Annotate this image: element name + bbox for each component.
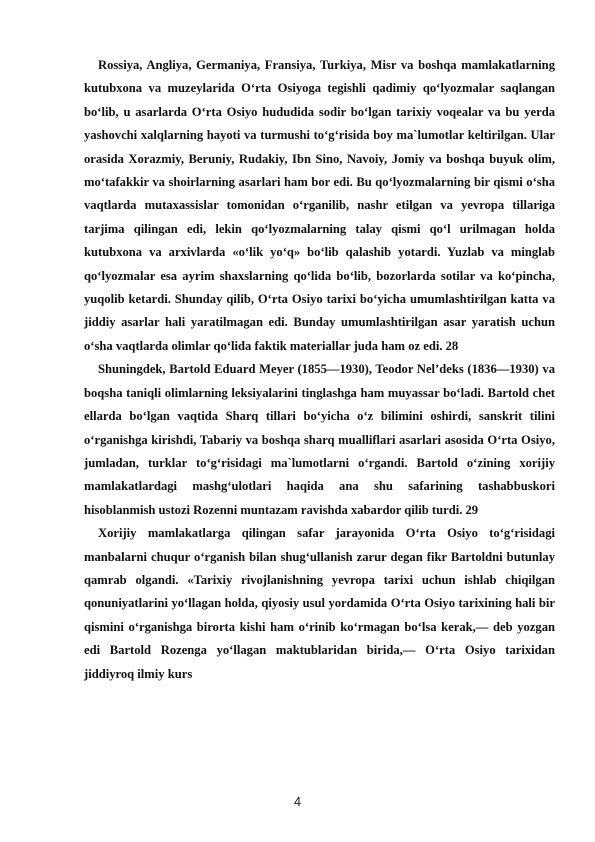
paragraph-1: Rossiya, Angliya, Germaniya, Fransiya, Turkiya, Misr va boshqa mamlakatlarning kutubxona va muzeylarida O‘rta Osiyoga tegishli qadimiy qo‘lyozmalar saqlangan bo‘lib, u asarlarda O‘rta Osiyo hududida sodir bo‘lgan tarixiy voqealar va bu yerda yashovchi xalqlarning hayoti va turmushi to‘g‘risida boy ma`lumotlar keltirilgan. Ular orasida Xorazmiy, Beruniy, Rudakiy, Ibn Sino, Navoiy, Jomiy va boshqa buyuk olim, mo‘tafakkir va shoirlarning asarlari ham bor edi. Bu qo‘lyozmalarning bir qismi o‘sha vaqtlarda mutaxassislar tomonidan o‘rganilib, nashr etilgan va yevropa tillariga tarjima qilingan edi, lekin qo‘lyozmalarning talay qismi qo‘l urilmagan holda kutubxona va arxivlarda «o‘lik yo‘q» bo‘lib qalashib yotardi. Yuzlab va minglab qo‘lyozmalar esa ayrim shaxslarning qo‘lida bo‘lib, bozorlarda sotilar va ko‘pincha, yuqolib ketardi. Shunday qilib, O‘rta Osiyo tarixi bo‘yicha umumlashtirilgan katta va jiddiy asarlar hali yaratilmagan edi. Bunday umumlashtirilgan asar yaratish uchun o‘sha vaqtlarda olimlar qo‘lida faktik materiallar juda ham oz edi. 28 bbox=[84, 58, 555, 353]
body-text bbox=[84, 54, 555, 686]
paragraph-2: Shuningdek, Bartold Eduard Meyer (1855—1930), Teodor Nel’deks (1836—1930) va boqsha taniqli olimlarning leksiyalarini tinglashga ham muyassar bo‘ladi. Bartold chet ellarda bo‘lgan vaqtida Sharq tillari bo‘yicha o‘z bilimini oshirdi, sanskrit tilini o‘rganishga kirishdi, Tabariy va boshqa sharq mualliflari asarlari asosida O‘rta Osiyo, jumladan, turklar to‘g‘risidagi ma`lumotlarni o‘rgandi. Bartold o‘zining xorijiy mamlakatlardagi mashg‘ulotlari haqida ana shu safarining tashabbuskori hisoblanmish ustozi Rozenni muntazam ravishda xabardor qilib turdi. 29 bbox=[84, 362, 555, 517]
page-number: 4 bbox=[293, 794, 302, 809]
paragraph-3: Xorijiy mamlakatlarga qilingan safar jarayonida O‘rta Osiyo to‘g‘risidagi manbalarni chuqur o‘rganish bilan shug‘ullanish zarur degan fikr Bartoldni butunlay qamrab olgandi. «Tarixiy rivojlanishning yevropa tarixi uchun ishlab chiqilgan qonuniyatlarini yo‘llagan holda, qiyosiy usul yordamida O‘rta Osiyo tarixining hali bir qismini o‘rganishga birorta kishi ham o‘rinib ko‘rmagan bo‘lsa kerak,— deb yozgan edi Bartold Rozenga yo‘llagan maktublaridan birida,— O‘rta Osiyo tarixidan jiddiyroq ilmiy kurs bbox=[84, 526, 555, 681]
